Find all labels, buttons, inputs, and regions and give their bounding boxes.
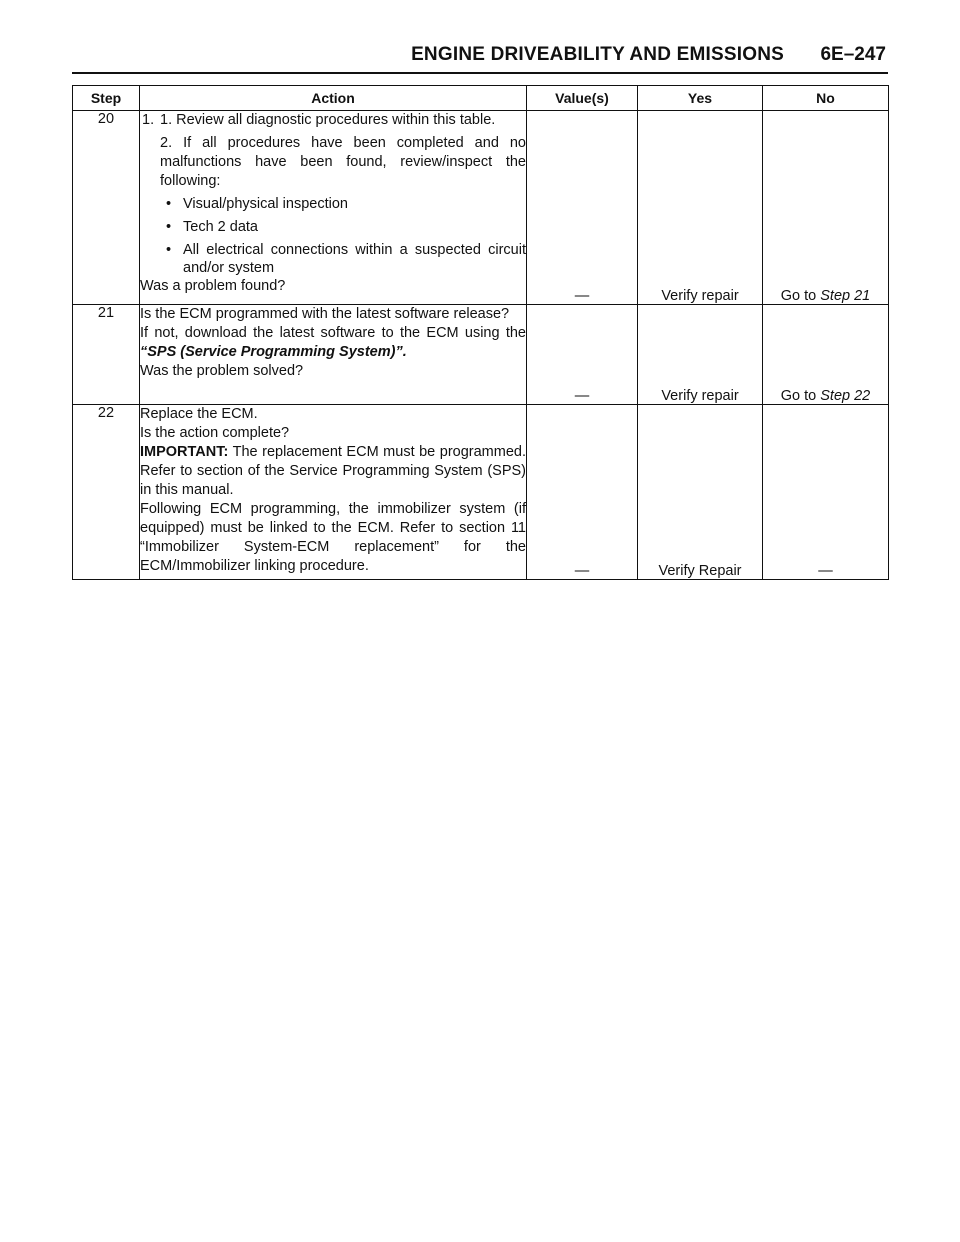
value-cell: — (527, 305, 638, 405)
action-text: Is the ECM programmed with the latest software release? (140, 306, 510, 322)
no-cell (763, 111, 889, 305)
step-link[interactable]: Step 22 (820, 388, 871, 404)
action-item: 1. 1. Review all diagnostic procedures within this table. (142, 112, 496, 128)
action-item (140, 134, 526, 191)
column-header-yes: Yes (638, 86, 763, 111)
page-number: 6E–247 (820, 44, 886, 65)
bullet-text: All electrical connections within a suspected circuit and/or system (183, 242, 526, 276)
table-header-row (73, 86, 889, 111)
page-header (72, 44, 888, 74)
column-header-values: Value(s) (527, 86, 638, 111)
value-cell: — (527, 405, 638, 580)
step-number: 22 (73, 405, 140, 580)
table-row (73, 111, 889, 305)
action-item-text: 2. If all procedures have been completed and no malfunctions have been found, review/inspect the following: (160, 135, 526, 189)
important-note (140, 443, 526, 500)
yes-cell: Verify repair (638, 111, 763, 305)
action-text: Is the action complete? (140, 425, 290, 441)
action-cell (140, 305, 527, 405)
no-prefix: Go to (780, 388, 821, 404)
action-text: Replace the ECM. (140, 406, 258, 422)
action-cell (140, 111, 527, 305)
no-cell: — (763, 405, 889, 580)
bullet-item (140, 218, 526, 237)
action-item-text: 1. Review all diagnostic procedures within this table. (160, 112, 496, 128)
column-header-step: Step (73, 86, 140, 111)
bullet-icon: • (166, 219, 172, 235)
sps-reference: “SPS (Service Programming System)”. (140, 344, 407, 360)
question-text: Was the problem solved? (140, 363, 304, 379)
question-text: Was a problem found? (140, 278, 286, 294)
action-text: Following ECM programming, the immobilizer system (if equipped) must be linked to the ECM. Refer to section 11 “Immobilizer System-ECM replacement” for the ECM/Immobilizer linking procedure. (140, 501, 526, 574)
bullet-text: Visual/physical inspection (183, 196, 348, 212)
step-number: 20 (73, 111, 140, 305)
bullet-item (140, 195, 526, 214)
column-header-action: Action (140, 86, 527, 111)
no-cell (763, 305, 889, 405)
step-link[interactable]: Step 21 (820, 288, 871, 304)
important-label: IMPORTANT: (140, 444, 229, 460)
yes-cell: Verify Repair (638, 405, 763, 580)
yes-cell: Verify repair (638, 305, 763, 405)
bullet-item (140, 241, 526, 277)
action-text-part: If not, download the latest software to the ECM using the (140, 325, 526, 341)
bullet-icon: • (166, 196, 172, 212)
action-cell (140, 405, 527, 580)
section-title: ENGINE DRIVEABILITY AND EMISSIONS (411, 44, 784, 65)
no-prefix: Go to (780, 288, 821, 304)
value-cell: — (527, 111, 638, 305)
table-row (73, 305, 889, 405)
bullet-text: Tech 2 data (183, 219, 258, 235)
step-number: 21 (73, 305, 140, 405)
important-text: The replacement ECM must be programmed. Refer to section of the Service Programming System (SPS) in this manual. (140, 444, 526, 498)
table-row (73, 405, 889, 580)
bullet-icon: • (166, 242, 172, 258)
column-header-no: No (763, 86, 889, 111)
diagnostic-table (72, 85, 889, 580)
action-text (140, 324, 526, 362)
